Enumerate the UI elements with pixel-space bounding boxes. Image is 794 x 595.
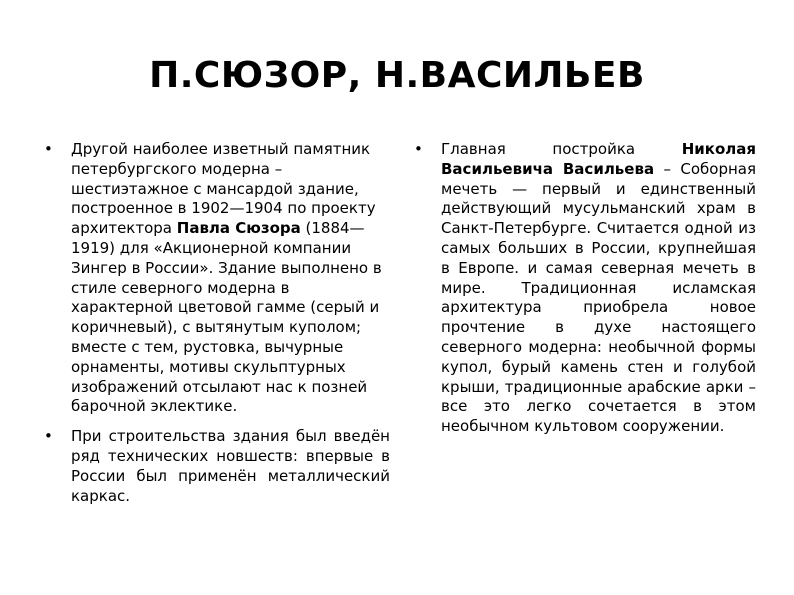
right-column xyxy=(410,140,756,437)
left-bullet1-text-before: Другой наиболее изветный памятник петербургского модерна – шестиэтажное с мансардой здание, построенное в 1902—1904 по проекту архитектора xyxy=(71,140,376,238)
left-bullet1-text xyxy=(71,140,382,415)
bullet-dot-icon: • xyxy=(44,427,53,446)
bullet-dot-icon: • xyxy=(44,140,53,158)
left-bullet1-text-after: (1884—1919) для «Акционерной компании Зингер в России». Здание выполнено в стиле северного модерна в характерной цветовой гамме (серый и коричневый), с вытянутым куполом; вместе с тем, рустовка, вычурные орнаменты, мотивы скульптурных изображений отсылают нас к позней барочной эклектике. xyxy=(71,219,382,416)
right-bullet1-text-after: – Соборная мечеть — первый и единственный действующий мусульманский храм в Санкт-Петербурге. Считается одной из самых больших в России, крупнейшая в Европе. и самая северная мечеть в мире. Традиционная исламская архитектура приобрела новое прочтение в духе настоящего северного модерна: необычной формы купол, бурый камень стен и голубой крыши, традиционные арабские арки – все это легко сочетается в этом необычном культовом сооружении. xyxy=(441,159,756,436)
architect-name-vasiliev: Николая Васильевича Васильева xyxy=(441,140,756,178)
right-bullet-mosque xyxy=(410,140,756,437)
architect-name-suzor: Павла Сюзора xyxy=(176,219,301,238)
left-column xyxy=(40,140,390,506)
left-bullet-singer-building xyxy=(40,140,390,417)
left-bullet2-text: При строительства здания был введён ряд технических новшеств: впервые в России был применён металлический каркас. xyxy=(71,427,390,505)
right-bullet1-text xyxy=(441,140,756,435)
bullet-dot-icon: • xyxy=(414,140,423,158)
slide-title: П.СЮЗОР, Н.ВАСИЛЬЕВ xyxy=(149,55,645,96)
right-bullet1-text-before: Главная постройка xyxy=(441,140,682,158)
left-bullet-innovations xyxy=(40,427,390,506)
